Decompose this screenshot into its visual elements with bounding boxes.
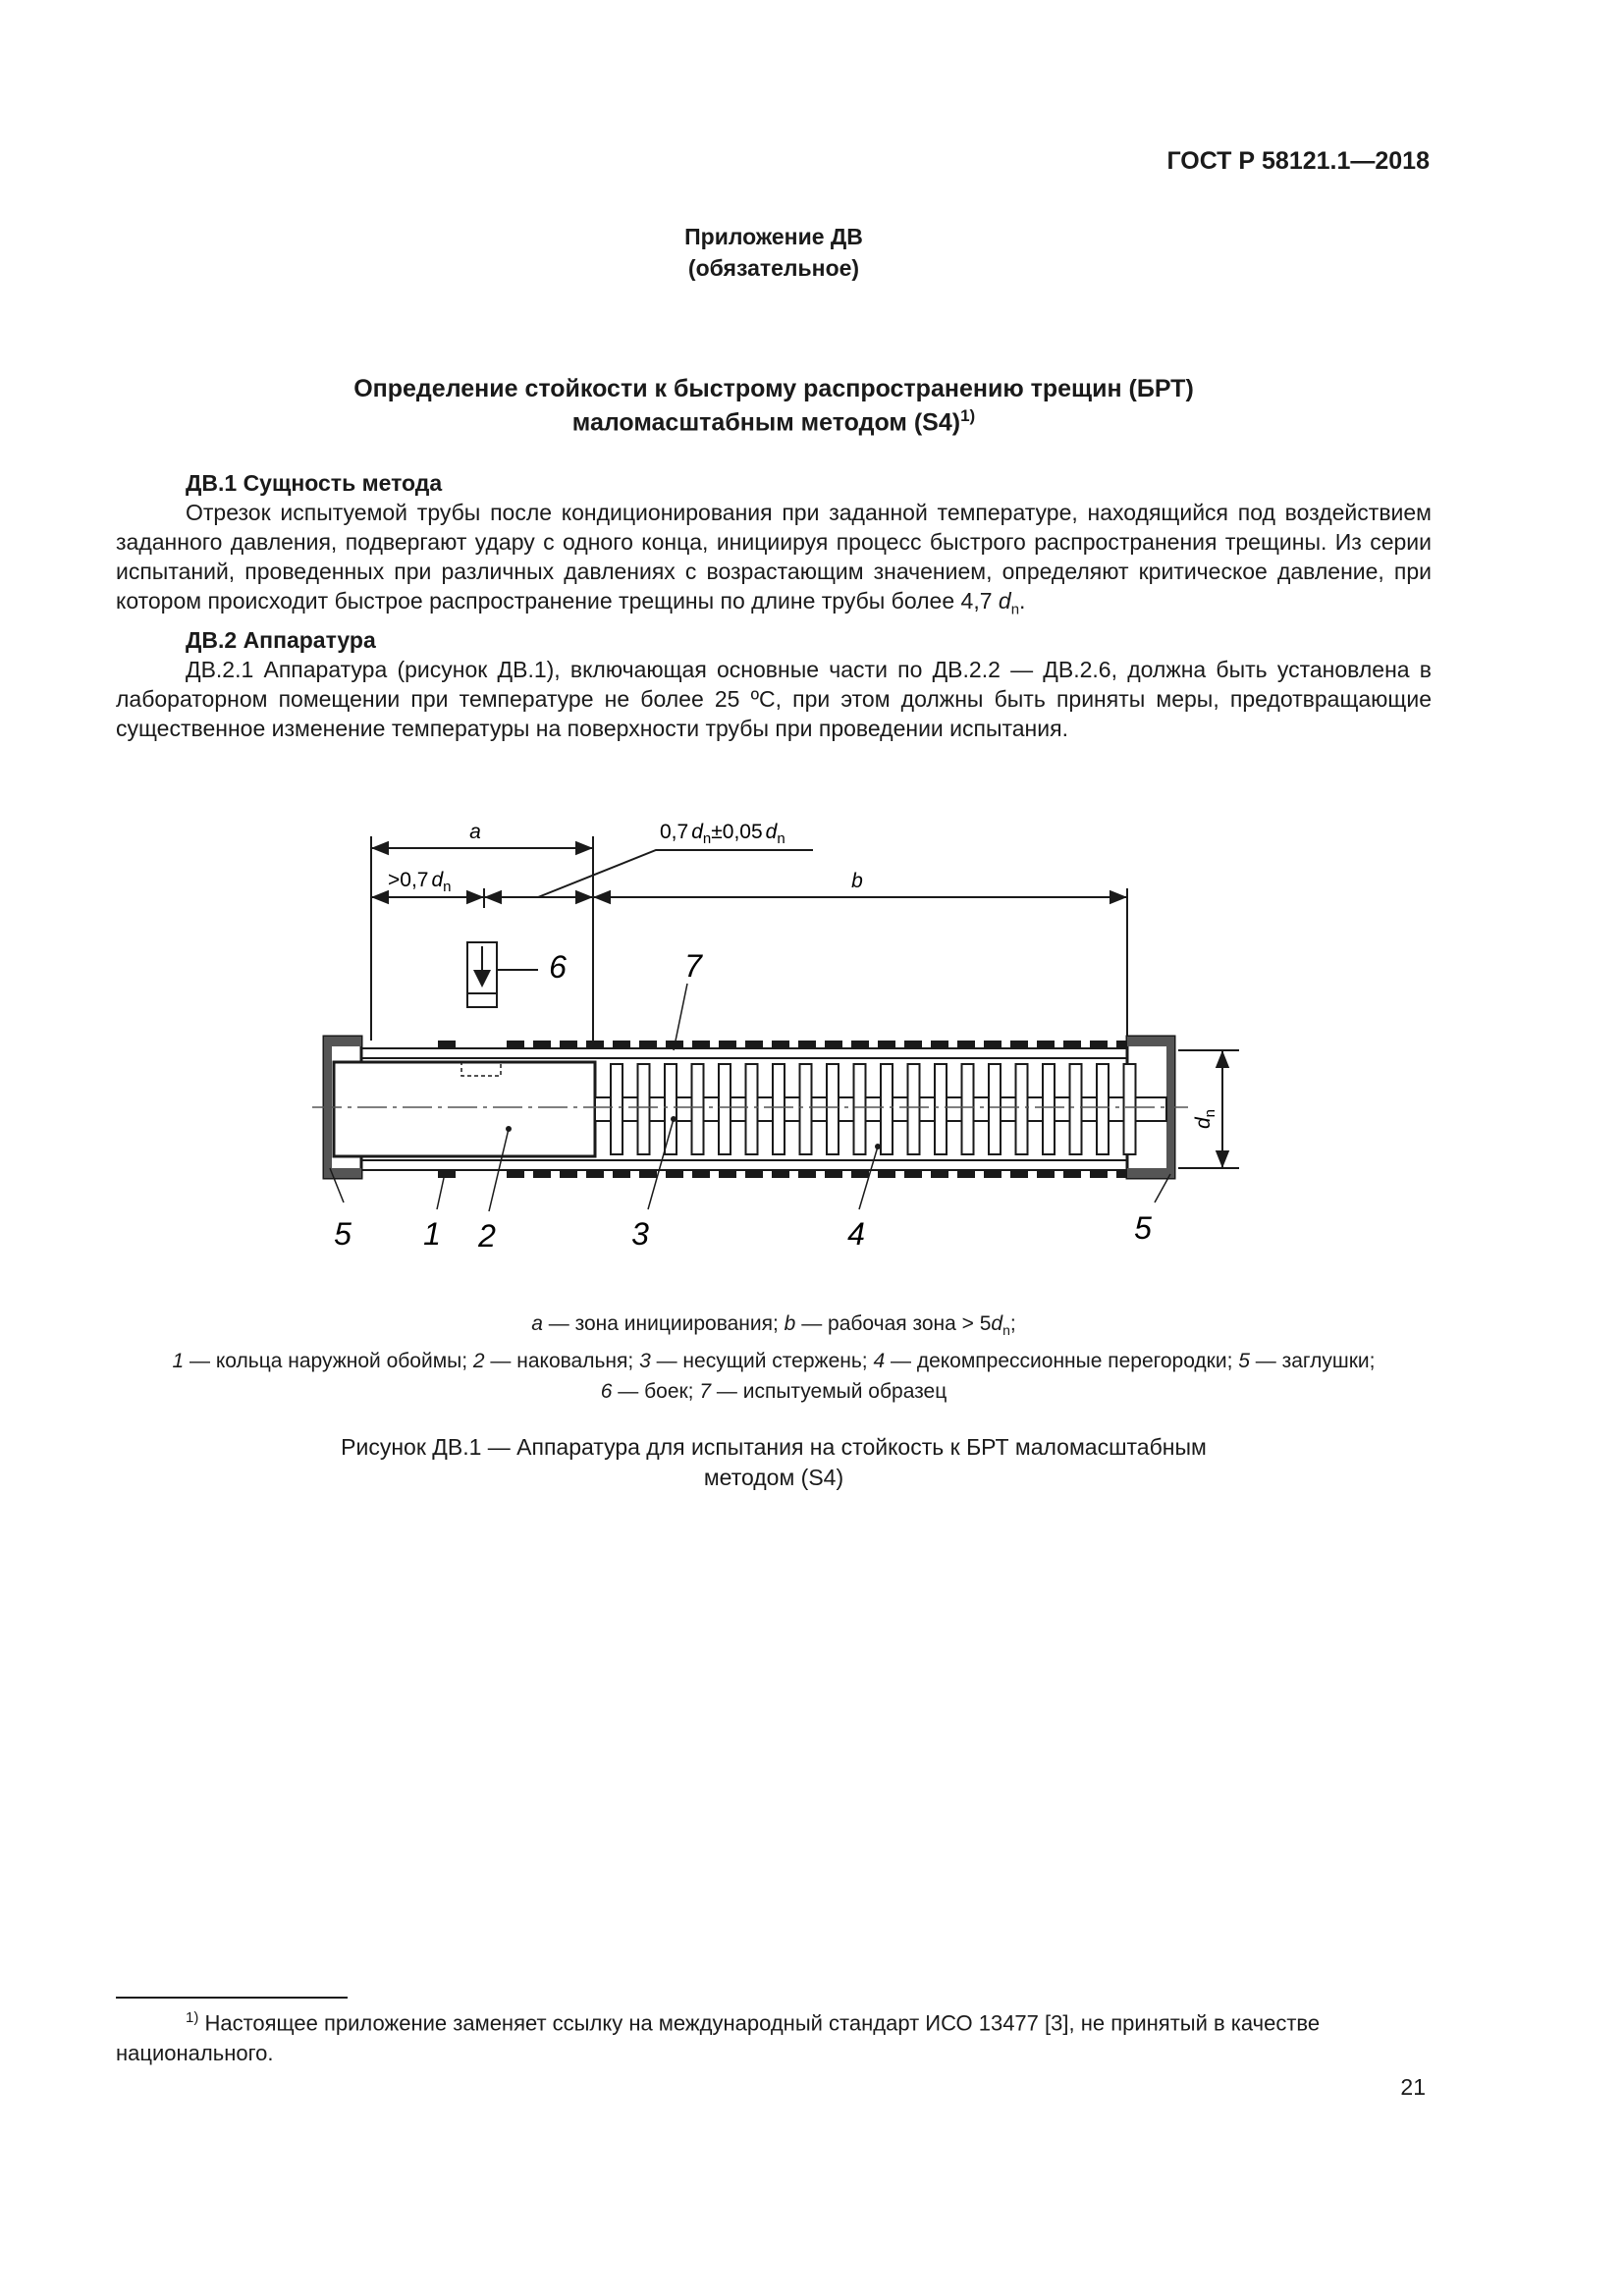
body-text	[116, 468, 1432, 743]
legend-line1-end: ;	[1009, 1312, 1016, 1335]
sleeve-ring	[931, 1041, 948, 1048]
legend-line-zones	[116, 1308, 1432, 1346]
sleeve-ring	[639, 1041, 657, 1048]
sleeve-ring	[851, 1041, 869, 1048]
sleeve-ring	[613, 1041, 630, 1048]
dim-gt-d: d	[431, 869, 444, 891]
dim-label-tolerance	[660, 821, 785, 847]
part-label-4: 4	[847, 1216, 865, 1252]
sleeve-ring	[745, 1170, 763, 1178]
pipe-assembly	[312, 1037, 1188, 1178]
sleeve-ring	[798, 1041, 816, 1048]
legend-t3: — несущий стержень;	[650, 1350, 874, 1373]
decompression-baffle	[989, 1064, 1001, 1154]
sleeve-ring	[1037, 1170, 1055, 1178]
sleeve-ring	[904, 1041, 922, 1048]
part-label-1: 1	[423, 1216, 441, 1252]
legend-t6: — боек;	[612, 1380, 700, 1404]
sleeve-ring	[719, 1170, 736, 1178]
decompression-baffle	[665, 1064, 677, 1154]
decompression-baffle	[908, 1064, 920, 1154]
striker	[467, 942, 538, 1007]
document-title-line2	[116, 406, 1432, 437]
sleeve-ring	[904, 1170, 922, 1178]
section-paragraph-apparatus: ДВ.2.1 Аппаратура (рисунок ДВ.1), включающая основные части по ДВ.2.2 — ДВ.2.6, должна быть установлена в лабораторном помещении при температуре не более 25 ºС, при этом должны быть приняты меры, предотвращающие существенное изменение температуры на поверхности трубы при проведении испытания.	[116, 656, 1432, 741]
decompression-baffle	[1043, 1064, 1055, 1154]
footnote-mark: 1)	[186, 2009, 199, 2026]
sleeve-ring	[666, 1170, 683, 1178]
legend-t4: — декомпрессионные перегородки;	[885, 1350, 1239, 1373]
legend-k2: 2	[472, 1350, 485, 1373]
part-label-2: 2	[478, 1218, 496, 1254]
sleeve-ring	[957, 1170, 975, 1178]
method-end: .	[1019, 588, 1026, 614]
decompression-baffle	[1124, 1064, 1136, 1154]
sleeve-ring	[613, 1170, 630, 1178]
sleeve-ring	[1010, 1170, 1028, 1178]
appendix-status: (обязательное)	[687, 255, 860, 281]
legend-t1: — кольца наружной обоймы;	[184, 1350, 473, 1373]
standard-number: ГОСТ Р 58121.1—2018	[1166, 147, 1430, 175]
legend-k6: 6	[600, 1380, 613, 1404]
legend-b-text: — рабочая зона > 5	[795, 1312, 992, 1335]
legend-t5: — заглушки;	[1249, 1350, 1376, 1373]
dim-tol-n2: n	[777, 830, 785, 847]
decompression-baffle	[611, 1064, 623, 1154]
dim-tol-pm: ±0,05	[711, 821, 763, 843]
dim-dn-n: n	[1202, 1108, 1218, 1118]
dim-label-dn	[1192, 1109, 1218, 1129]
document-title-line1: Определение стойкости к быстрому распространению трещин (БРТ)	[353, 375, 1194, 402]
dim-dn-d: d	[1192, 1117, 1215, 1130]
sleeve-ring	[825, 1170, 842, 1178]
legend-t2: — наковальня;	[484, 1350, 640, 1373]
sleeve-ring	[957, 1041, 975, 1048]
dim-label-a: a	[469, 821, 481, 843]
decompression-baffle	[692, 1064, 704, 1154]
legend-k4: 4	[873, 1350, 886, 1373]
legend-t7: — испытуемый образец	[711, 1380, 947, 1404]
decompression-baffle	[827, 1064, 839, 1154]
legend-k1: 1	[172, 1350, 185, 1373]
tolerance-leader	[538, 850, 813, 897]
figure-caption-line2: методом (S4)	[703, 1465, 844, 1490]
decompression-baffle	[746, 1064, 758, 1154]
sleeve-ring	[560, 1170, 577, 1178]
sleeve-ring	[1090, 1170, 1108, 1178]
decompression-baffle	[1070, 1064, 1082, 1154]
dim-gt-value: >0,7	[388, 869, 429, 891]
footnote-divider	[116, 1997, 348, 1999]
sleeve-ring	[692, 1041, 710, 1048]
sleeve-ring	[878, 1170, 895, 1178]
sleeve-ring	[798, 1170, 816, 1178]
legend-k5: 5	[1238, 1350, 1250, 1373]
sleeve-ring	[1063, 1041, 1081, 1048]
decompression-baffle	[881, 1064, 893, 1154]
sleeve-ring	[878, 1041, 895, 1048]
footnote-text: Настоящее приложение заменяет ссылку на международный стандарт ИСО 13477 [3], не принятый в качестве национального.	[116, 2010, 1321, 2066]
part-label-5-right: 5	[1134, 1210, 1152, 1246]
part-label-5-left: 5	[334, 1216, 352, 1252]
section-heading-method: ДВ.1 Сущность метода	[186, 470, 443, 496]
decompression-baffle	[800, 1064, 812, 1154]
sleeve-ring	[772, 1041, 789, 1048]
sleeve-ring	[586, 1170, 604, 1178]
page-number: 21	[1400, 2074, 1426, 2100]
sleeve-ring	[1063, 1170, 1081, 1178]
legend-d: d	[991, 1312, 1003, 1335]
decompression-baffle	[719, 1064, 731, 1154]
sleeve-ring	[772, 1170, 789, 1178]
sleeve-ring	[533, 1170, 551, 1178]
leader-1	[437, 1178, 444, 1209]
decompression-baffle	[1016, 1064, 1028, 1154]
footnote-ref[interactable]: 1)	[960, 406, 976, 425]
sleeve-ring	[586, 1041, 604, 1048]
sleeve-ring	[851, 1170, 869, 1178]
sleeve-ring	[639, 1170, 657, 1178]
part-label-6: 6	[549, 949, 567, 985]
section-heading-apparatus: ДВ.2 Аппаратура	[186, 626, 376, 653]
sleeve-ring	[1010, 1041, 1028, 1048]
sleeve-ring	[438, 1170, 456, 1178]
sleeve-ring	[507, 1170, 524, 1178]
dim-tol-n1: n	[702, 830, 712, 847]
sleeve-ring	[560, 1041, 577, 1048]
dim-tol-d1: d	[691, 821, 703, 843]
sleeve-ring	[1090, 1041, 1108, 1048]
method-subscript: n	[1010, 601, 1020, 618]
sleeve-ring	[825, 1041, 842, 1048]
legend-line-parts-2	[116, 1376, 1432, 1407]
sleeve-ring	[719, 1041, 736, 1048]
footnote	[116, 2002, 1432, 2068]
part-label-3: 3	[631, 1216, 649, 1252]
appendix-title: Приложение ДВ	[684, 224, 863, 249]
legend-line-parts	[116, 1346, 1432, 1376]
document-title-line2-text: маломасштабным методом (S4)	[571, 408, 961, 437]
figure-caption-line1: Рисунок ДВ.1 — Аппаратура для испытания на стойкость к БРТ маломасштабным	[341, 1434, 1207, 1460]
legend-k7: 7	[699, 1380, 712, 1404]
dim-label-b: b	[851, 870, 863, 892]
decompression-baffle	[962, 1064, 974, 1154]
apparatus-figure	[295, 805, 1257, 1266]
dim-tol-value: 0,7	[660, 821, 689, 843]
sleeve-ring	[984, 1170, 1001, 1178]
method-symbol: d	[998, 588, 1011, 614]
legend-a-text: — зона инициирования;	[542, 1312, 785, 1335]
decompression-baffle	[854, 1064, 866, 1154]
figure-caption	[116, 1432, 1432, 1493]
sleeve-ring	[507, 1041, 524, 1048]
method-text: Отрезок испытуемой трубы после кондиционирования при заданной температуре, находящийся под воздействием заданного давления, подвергают удару с одного конца, инициируя процесс быстрого распространения трещины. Из серии испытаний, проведенных при различных давлениях с возрастающим значением, определяют критическое давление, при котором происходит быстрое распространение трещины по длине трубы более 4,7	[116, 500, 1432, 614]
decompression-baffle	[1097, 1064, 1109, 1154]
sleeve-ring	[438, 1041, 456, 1048]
sleeve-ring	[1037, 1041, 1055, 1048]
legend-b: b	[784, 1312, 796, 1335]
decompression-baffle	[773, 1064, 785, 1154]
section-paragraph-method	[116, 498, 1432, 625]
legend-k3: 3	[639, 1350, 651, 1373]
legend-sub: n	[1002, 1322, 1010, 1339]
sleeve-ring	[533, 1041, 551, 1048]
sleeve-ring	[984, 1041, 1001, 1048]
dim-label-gt	[388, 869, 452, 895]
sleeve-ring	[745, 1041, 763, 1048]
decompression-baffle	[638, 1064, 650, 1154]
decompression-baffle	[935, 1064, 947, 1154]
part-label-7: 7	[684, 948, 702, 984]
figure-legend	[116, 1308, 1432, 1407]
legend-a: a	[531, 1312, 543, 1335]
dim-gt-n: n	[443, 879, 452, 895]
sleeve-ring	[692, 1170, 710, 1178]
dim-tol-d2: d	[765, 821, 778, 843]
sleeve-ring	[931, 1170, 948, 1178]
leader-7	[674, 984, 687, 1050]
